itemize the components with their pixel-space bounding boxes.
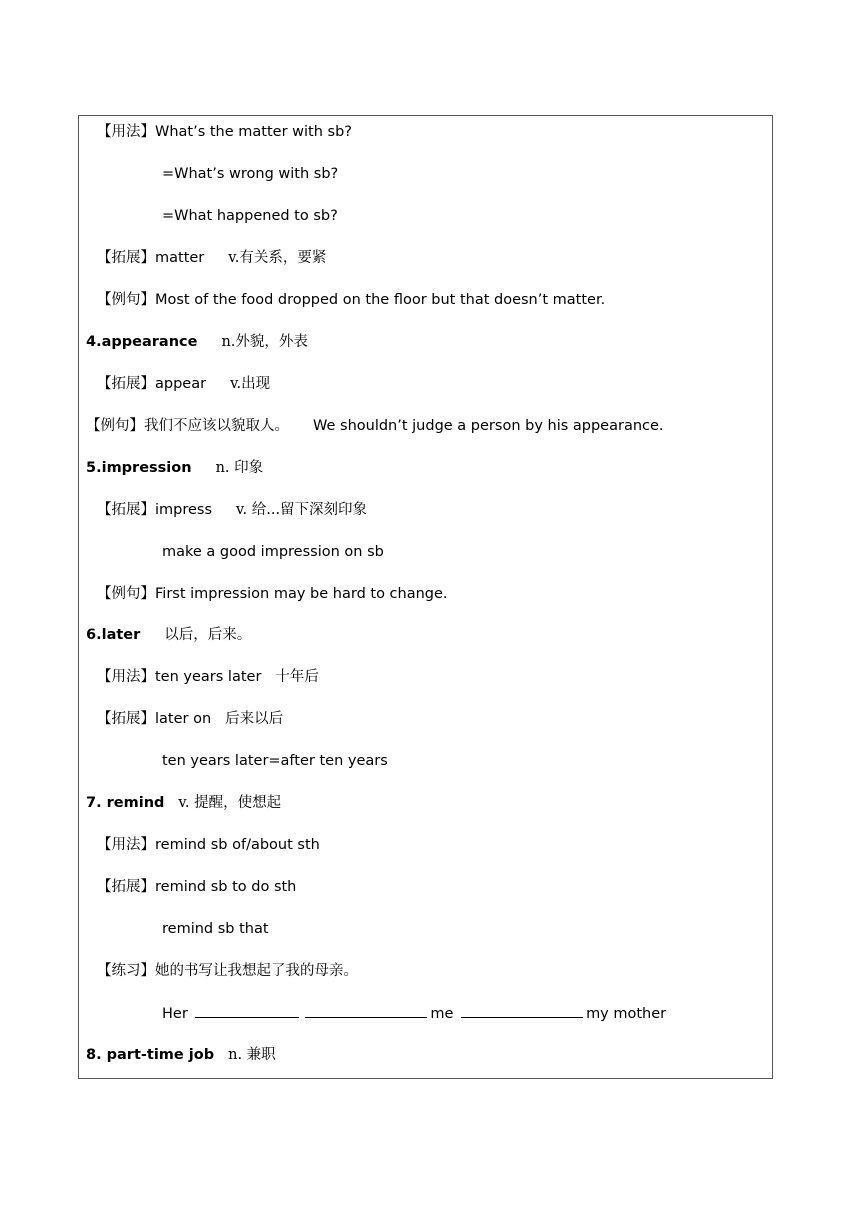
exercise-word-her: Her xyxy=(162,1006,188,1022)
phrase-text: remind sb that xyxy=(162,921,269,937)
example-line xyxy=(86,416,664,436)
vocab-meaning: n.外貌，外表 xyxy=(221,334,308,350)
vocab-heading xyxy=(86,458,263,478)
extension-meaning: 后来以后 xyxy=(225,711,284,727)
tag-usage: 【用法】 xyxy=(97,669,155,685)
usage-alt-1 xyxy=(162,164,338,184)
usage-text: What’s the matter with sb? xyxy=(155,124,352,140)
vocab-meaning: v. 提醒，使想起 xyxy=(178,795,282,811)
usage-meaning: 十年后 xyxy=(275,669,319,685)
phrase-line xyxy=(162,542,384,562)
usage-alt-text: =What’s wrong with sb? xyxy=(162,166,339,182)
exercise-word-end: my mother xyxy=(586,1006,667,1022)
usage-line xyxy=(97,667,319,687)
usage-alt-text: =What happened to sb? xyxy=(162,208,338,224)
extension-word: matter xyxy=(155,250,205,266)
extension-line xyxy=(97,248,326,268)
tag-extension: 【拓展】 xyxy=(97,502,155,518)
vocab-meaning: n. 兼职 xyxy=(228,1047,276,1063)
extension-line xyxy=(97,500,367,520)
exercise-word-me: me xyxy=(430,1006,454,1022)
tag-extension: 【拓展】 xyxy=(97,879,155,895)
vocab-heading xyxy=(86,332,308,352)
exercise-sentence xyxy=(162,1003,666,1024)
example-chinese: 我们不应该以貌取人。 xyxy=(144,418,289,434)
tag-example: 【例句】 xyxy=(97,586,155,602)
tag-extension: 【拓展】 xyxy=(97,711,155,727)
extension-word: later on xyxy=(155,711,212,727)
phrase-line xyxy=(162,919,269,939)
phrase-text: make a good impression on sb xyxy=(162,544,384,560)
extension-line xyxy=(97,374,270,394)
vocab-word: 7. remind xyxy=(86,795,165,811)
extension-meaning: v. 给...留下深刻印象 xyxy=(236,502,368,518)
vocab-heading xyxy=(86,793,281,813)
example-text: Most of the food dropped on the floor but that doesn’t matter. xyxy=(155,292,606,308)
extension-word: impress xyxy=(155,502,213,518)
phrase-text: ten years later=after ten years xyxy=(162,753,388,769)
vocab-meaning: n. 印象 xyxy=(215,460,264,476)
vocab-word: 6.later xyxy=(86,627,141,643)
answer-blank-1[interactable] xyxy=(195,1003,299,1018)
tag-extension: 【拓展】 xyxy=(97,376,155,392)
extension-word: appear xyxy=(155,376,207,392)
example-line xyxy=(97,584,448,604)
tag-example: 【例句】 xyxy=(97,292,155,308)
tag-usage: 【用法】 xyxy=(97,124,155,140)
extension-meaning: v.有关系，要紧 xyxy=(228,250,327,266)
vocab-meaning: 以后，后来。 xyxy=(164,627,252,643)
tag-exercise: 【练习】 xyxy=(97,963,155,979)
vocab-heading xyxy=(86,625,251,645)
usage-line xyxy=(97,122,352,142)
extension-line xyxy=(97,709,283,729)
tag-usage: 【用法】 xyxy=(97,837,155,853)
usage-text: remind sb of/about sth xyxy=(155,837,320,853)
phrase-line xyxy=(162,751,388,771)
tag-extension: 【拓展】 xyxy=(97,250,155,266)
tag-example: 【例句】 xyxy=(86,418,144,434)
extension-word: remind sb to do sth xyxy=(155,879,297,895)
vocab-word: 8. part-time job xyxy=(86,1047,215,1063)
exercise-prompt: 她的书写让我想起了我的母亲。 xyxy=(155,963,358,979)
usage-line xyxy=(97,835,320,855)
vocab-word: 5.impression xyxy=(86,460,192,476)
vocab-word: 4.appearance xyxy=(86,334,198,350)
vocab-heading xyxy=(86,1045,276,1065)
example-line xyxy=(97,290,605,310)
extension-line xyxy=(97,877,296,897)
extension-meaning: v.出现 xyxy=(230,376,271,392)
exercise-line xyxy=(97,961,358,981)
answer-blank-3[interactable] xyxy=(461,1003,583,1018)
example-text: First impression may be hard to change. xyxy=(155,586,448,602)
usage-alt-2 xyxy=(162,206,338,226)
answer-blank-2[interactable] xyxy=(305,1003,427,1018)
usage-text: ten years later xyxy=(155,669,262,685)
example-english: We shouldn’t judge a person by his appearance. xyxy=(313,418,664,434)
